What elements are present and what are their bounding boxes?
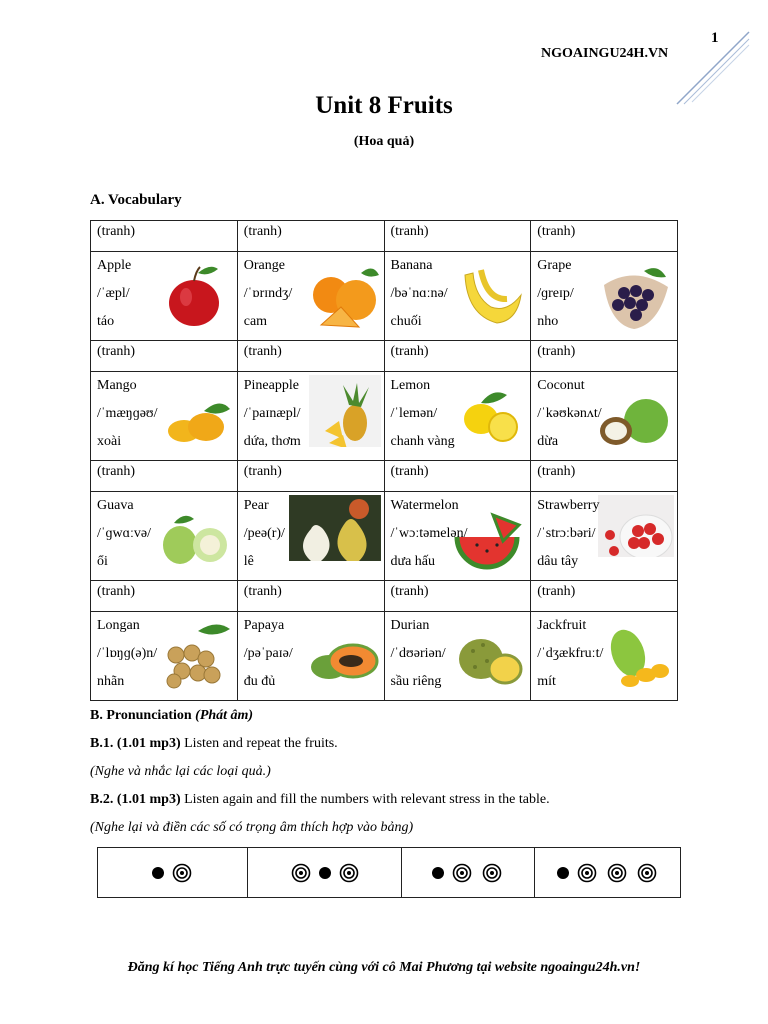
vocab-meaning: nhãn [97,674,125,689]
vocab-word: Apple [97,258,132,273]
stress-pattern-table [97,847,681,898]
stressed-target-icon [452,863,472,883]
vocab-word: Orange [243,258,285,273]
image-label-cell: (tranh) [531,341,678,372]
vocab-ipa: /ˈlɒŋɡ(ə)n/ [97,646,158,661]
stressed-target-icon [637,863,657,883]
b1-translation: (Nghe và nhắc lại các loại quả.) [90,764,271,779]
vocab-word: Longan [97,618,140,633]
stressed-target-icon [291,863,311,883]
vocab-word: Coconut [537,378,585,393]
vocab-meaning: táo [97,314,115,329]
vocab-word: Pear [243,498,269,513]
unstressed-dot-icon [557,867,569,879]
vocab-meaning: đu đủ [243,674,276,689]
vocab-ipa: /ˈmæŋɡəʊ/ [97,406,158,421]
vocab-meaning: nho [537,314,559,329]
vocab-cell [384,372,531,461]
vocab-meaning: lê [243,554,254,569]
vocab-word: Watermelon [390,498,459,513]
vocab-meaning: cam [243,314,268,329]
footer-note: Đăng kí học Tiếng Anh trực tuyến cùng với cô Mai Phương tại website ngoaingu24h.vn! [127,960,641,975]
section-b-title: B. Pronunciation [90,708,192,723]
vocab-word: Strawberry [537,498,600,513]
vocab-cell [237,612,384,701]
vocab-cell [91,252,238,341]
vocab-meaning: xoài [97,434,122,449]
stressed-target-icon [339,863,359,883]
stress-pattern-cell [402,848,535,898]
vocab-cell [237,492,384,581]
b1-label: B.1. (1.01 mp3) [90,736,181,751]
vocab-ipa: /ɡreɪp/ [537,286,574,301]
site-name: NGOAINGU24H.VN [541,46,669,61]
vocab-cell [237,372,384,461]
stressed-target-icon [482,863,502,883]
unstressed-dot-icon [319,867,331,879]
vocabulary-table [90,220,678,701]
vocab-cell [91,612,238,701]
vocab-ipa: /ˈdʊəriən/ [390,646,446,661]
image-label-cell: (tranh) [531,461,678,492]
vocab-meaning: sầu riêng [390,674,442,689]
vocab-cell [531,372,678,461]
vocab-ipa: /ˈɡwɑːvə/ [97,526,151,541]
b1-text: Listen and repeat the fruits. [180,736,338,751]
image-label-cell: (tranh) [384,581,531,612]
vocab-word: Durian [390,618,430,633]
section-b-heading [90,708,253,724]
stressed-target-icon [172,863,192,883]
stress-pattern-cell [98,848,248,898]
stressed-target-icon [607,863,627,883]
vocab-ipa: /ˈlemən/ [390,406,438,421]
b2-instruction [90,792,550,808]
vocab-meaning: dứa, thơm [243,434,301,449]
vocab-ipa: /ˈpaɪnæpl/ [243,406,301,421]
vocab-ipa: /ˈkəʊkənʌt/ [537,406,602,421]
stressed-target-icon [577,863,597,883]
vocab-word: Lemon [390,378,431,393]
vocab-meaning: dâu tây [537,554,579,569]
vocab-ipa: /ˈæpl/ [97,286,130,301]
vocab-ipa: /peə(r)/ [243,526,285,541]
image-label-cell: (tranh) [531,221,678,252]
vocab-word: Papaya [243,618,285,633]
image-label-cell: (tranh) [384,221,531,252]
unstressed-dot-icon [432,867,444,879]
page-title: Unit 8 Fruits [315,92,453,119]
vocab-meaning: dưa hấu [390,554,436,569]
vocab-word: Mango [97,378,137,393]
image-label-cell: (tranh) [531,581,678,612]
vocab-ipa: /ˈdʒækfruːt/ [537,646,604,661]
vocab-meaning: mít [537,674,556,689]
section-b-title-vi: (Phát âm) [195,708,254,723]
image-label-cell: (tranh) [237,461,384,492]
vocab-meaning: chanh vàng [390,434,455,449]
b2-translation: (Nghe lại và điền các số có trọng âm thích hợp vào bảng) [90,820,414,835]
vocab-ipa: /ˈwɔːtəmelən/ [390,526,468,541]
image-label-cell: (tranh) [91,461,238,492]
stress-pattern-cell [535,848,681,898]
vocab-cell [91,492,238,581]
image-label-cell: (tranh) [237,581,384,612]
image-label-cell: (tranh) [384,461,531,492]
vocab-cell [237,252,384,341]
vocab-cell [384,612,531,701]
image-label-cell: (tranh) [91,581,238,612]
vocab-word: Guava [97,498,134,513]
section-a-heading: A. Vocabulary [90,192,182,208]
unstressed-dot-icon [152,867,164,879]
vocab-cell [384,252,531,341]
vocab-word: Pineapple [243,378,299,393]
vocab-meaning: ổi [97,554,108,569]
image-label-cell: (tranh) [237,341,384,372]
image-label-cell: (tranh) [91,341,238,372]
vocab-word: Jackfruit [537,618,587,633]
page-subtitle: (Hoa quả) [353,134,415,149]
image-label-cell: (tranh) [384,341,531,372]
vocab-ipa: /pəˈpaɪə/ [243,646,293,661]
vocab-ipa: /ˈɒrɪndʒ/ [243,286,293,301]
b2-text: Listen again and fill the numbers with relevant stress in the table. [180,792,550,807]
image-label-cell: (tranh) [237,221,384,252]
vocab-meaning: chuối [390,314,422,329]
vocab-word: Banana [390,258,433,273]
vocab-word: Grape [537,258,572,273]
vocab-ipa: /ˈstrɔːbəri/ [537,526,596,541]
vocab-meaning: dừa [537,434,559,449]
vocab-cell [531,612,678,701]
vocab-ipa: /bəˈnɑːnə/ [390,286,448,301]
b2-label: B.2. (1.01 mp3) [90,792,181,807]
vocab-cell [91,372,238,461]
stress-pattern-cell [248,848,402,898]
vocab-cell [384,492,531,581]
b1-instruction [90,736,338,752]
vocab-cell [531,492,678,581]
vocab-cell [531,252,678,341]
page-number: 1 [711,30,719,46]
image-label-cell: (tranh) [91,221,238,252]
